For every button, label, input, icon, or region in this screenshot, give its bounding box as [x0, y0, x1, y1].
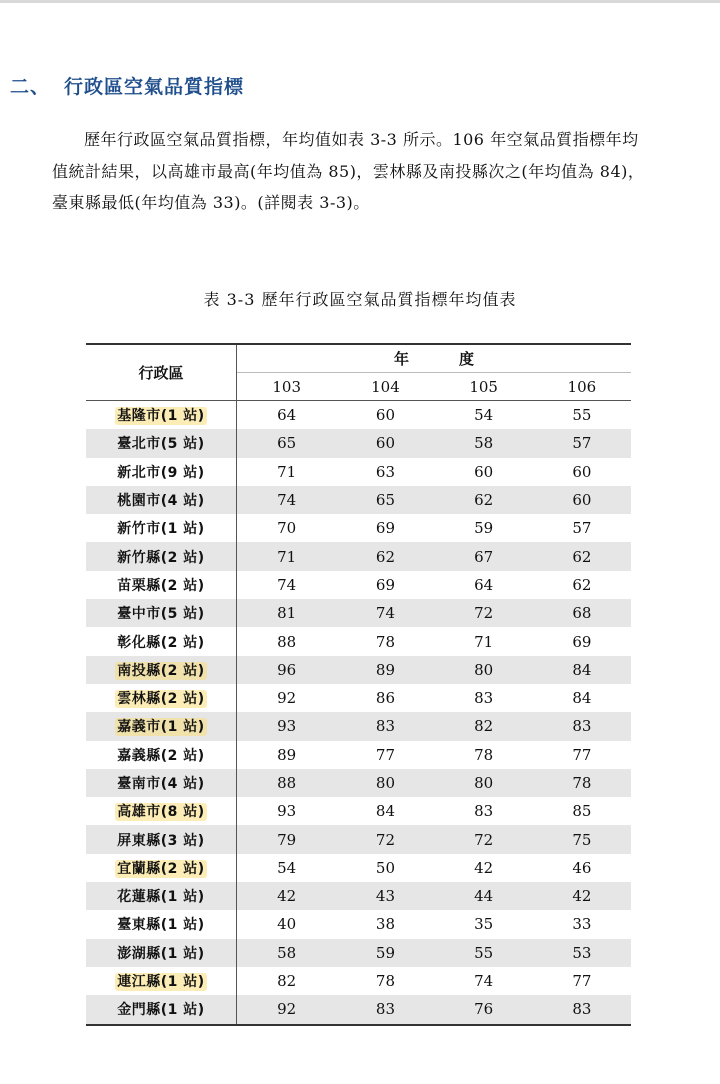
value-cell: 57 [533, 429, 631, 457]
region-label: 宜蘭縣(2 站) [117, 860, 205, 877]
region-cell [86, 542, 237, 570]
region-label: 新竹市(1 站) [117, 521, 205, 538]
value-cell: 60 [533, 486, 631, 514]
value-cell: 40 [277, 915, 297, 934]
section-number: 二、 [10, 76, 51, 98]
value-cell: 88 [277, 632, 297, 651]
section-heading [10, 72, 244, 99]
value-cell: 82 [435, 712, 533, 740]
value-cell: 92 [277, 689, 297, 708]
value-cell: 62 [533, 542, 631, 570]
value-cell: 62 [435, 486, 533, 514]
value-cell: 75 [533, 825, 631, 853]
region-label: 基隆市(1 站) [117, 408, 205, 425]
value-cell: 68 [533, 599, 631, 627]
value-cell: 57 [572, 519, 592, 538]
region-cell [86, 939, 237, 967]
value-cell: 72 [336, 825, 434, 853]
value-cell: 80 [435, 656, 533, 684]
value-cell: 71 [277, 462, 297, 481]
value-cell: 54 [277, 858, 297, 877]
value-cell: 33 [572, 915, 592, 934]
value-cell: 81 [237, 599, 337, 627]
table-row [86, 910, 631, 938]
value-cell: 60 [336, 429, 434, 457]
region-cell [86, 825, 237, 853]
value-cell: 77 [572, 972, 592, 991]
region-cell [86, 741, 237, 769]
region-label: 桃園市(4 站) [117, 493, 205, 510]
value-cell: 74 [237, 486, 337, 514]
value-cell: 46 [572, 858, 592, 877]
value-cell: 84 [533, 656, 631, 684]
year-header: 104 [336, 373, 434, 401]
value-cell: 60 [572, 462, 592, 481]
paragraph-line: 值統計結果，以高雄市最高(年均值為 85)，雲林縣及南投縣次之(年均值為 84)， [52, 161, 645, 181]
value-cell: 89 [336, 656, 434, 684]
value-cell: 42 [533, 882, 631, 910]
value-cell: 65 [336, 486, 434, 514]
value-cell: 78 [533, 769, 631, 797]
value-cell: 42 [237, 882, 337, 910]
region-cell [86, 769, 237, 797]
region-label: 嘉義縣(2 站) [117, 747, 205, 764]
value-cell: 72 [435, 825, 533, 853]
value-cell: 83 [474, 689, 494, 708]
value-cell: 71 [237, 542, 337, 570]
region-cell [86, 401, 237, 430]
value-cell: 78 [375, 972, 395, 991]
table-row [86, 571, 631, 599]
value-cell: 92 [237, 995, 337, 1024]
value-cell: 78 [375, 632, 395, 651]
value-cell: 69 [572, 632, 592, 651]
region-cell [86, 797, 237, 825]
value-cell: 43 [336, 882, 434, 910]
table-row [86, 882, 631, 910]
table-row [86, 967, 631, 995]
value-cell: 71 [474, 632, 494, 651]
region-cell [86, 514, 237, 542]
value-cell: 54 [474, 406, 494, 425]
value-cell: 76 [435, 995, 533, 1024]
region-label: 臺北市(5 站) [117, 436, 205, 453]
region-label: 屏東縣(3 站) [117, 832, 205, 849]
value-cell: 80 [336, 769, 434, 797]
region-label: 高雄市(8 站) [117, 804, 205, 821]
value-cell: 72 [435, 599, 533, 627]
region-cell [86, 995, 237, 1024]
value-cell: 82 [277, 972, 297, 991]
table-row [86, 627, 631, 655]
value-cell: 85 [572, 802, 592, 821]
year-group-header: 年度 [237, 344, 632, 373]
section-title: 行政區空氣品質指標 [64, 76, 245, 98]
value-cell: 53 [533, 939, 631, 967]
region-label: 臺中市(5 站) [117, 606, 205, 623]
value-cell: 59 [336, 939, 434, 967]
value-cell: 80 [435, 769, 533, 797]
region-cell [86, 571, 237, 599]
region-label: 花蓮縣(1 站) [117, 889, 205, 906]
paragraph-line: 歷年行政區空氣品質指標，年均值如表 3-3 所示。106 年空氣品質指標年均 [84, 130, 639, 149]
table-row [86, 741, 631, 769]
value-cell: 69 [375, 575, 395, 594]
region-cell [86, 854, 237, 882]
region-cell [86, 599, 237, 627]
value-cell: 77 [572, 745, 592, 764]
value-cell: 83 [533, 712, 631, 740]
value-cell: 83 [336, 712, 434, 740]
value-cell: 44 [435, 882, 533, 910]
table-row [86, 797, 631, 825]
value-cell: 60 [375, 406, 395, 425]
value-cell: 55 [572, 406, 592, 425]
value-cell: 93 [237, 712, 337, 740]
table-row [86, 514, 631, 542]
region-cell [86, 627, 237, 655]
value-cell: 64 [474, 575, 494, 594]
region-cell [86, 684, 237, 712]
region-cell [86, 458, 237, 486]
value-cell: 62 [572, 575, 592, 594]
value-cell: 63 [375, 462, 395, 481]
table-row [86, 684, 631, 712]
value-cell: 88 [237, 769, 337, 797]
table-row [86, 825, 631, 853]
value-cell: 83 [474, 802, 494, 821]
region-label: 澎湖縣(1 站) [117, 945, 205, 962]
region-label: 嘉義市(1 站) [117, 719, 205, 736]
value-cell: 86 [375, 689, 395, 708]
region-label: 彰化縣(2 站) [117, 634, 205, 651]
table-row [86, 854, 631, 882]
value-cell: 96 [237, 656, 337, 684]
region-label: 臺南市(4 站) [117, 776, 205, 792]
region-label: 金門縣(1 站) [117, 1002, 205, 1019]
value-cell: 84 [375, 802, 395, 821]
region-column-header: 行政區 [86, 344, 237, 401]
value-cell: 74 [474, 972, 494, 991]
table-caption: 表 3-3 歷年行政區空氣品質指標年均值表 [203, 290, 517, 309]
region-cell [86, 656, 237, 684]
value-cell: 70 [277, 519, 297, 538]
table-row [86, 769, 631, 797]
value-cell: 42 [474, 858, 494, 877]
value-cell: 60 [474, 462, 494, 481]
table-row [86, 542, 631, 570]
table-row [86, 995, 631, 1024]
value-cell: 65 [237, 429, 337, 457]
value-cell: 84 [572, 689, 592, 708]
value-cell: 69 [375, 519, 395, 538]
year-header: 106 [533, 373, 631, 401]
region-cell [86, 429, 237, 457]
value-cell: 58 [237, 939, 337, 967]
year-header: 105 [435, 373, 533, 401]
table-row [86, 939, 631, 967]
value-cell: 58 [435, 429, 533, 457]
value-cell: 93 [277, 802, 297, 821]
top-divider [0, 0, 720, 3]
aqi-table [86, 343, 631, 1026]
value-cell: 83 [336, 995, 434, 1024]
value-cell: 59 [474, 519, 494, 538]
table-row [86, 401, 631, 430]
value-cell: 55 [435, 939, 533, 967]
region-label: 苗栗縣(2 站) [117, 577, 205, 594]
table-row [86, 486, 631, 514]
value-cell: 50 [375, 858, 395, 877]
value-cell: 77 [375, 745, 395, 764]
region-label: 新竹縣(2 站) [117, 549, 205, 566]
year-header: 103 [237, 373, 337, 401]
region-label: 雲林縣(2 站) [117, 691, 205, 708]
region-label: 臺東縣(1 站) [117, 917, 205, 934]
value-cell: 74 [336, 599, 434, 627]
value-cell: 74 [277, 575, 297, 594]
region-cell [86, 910, 237, 938]
value-cell: 83 [533, 995, 631, 1024]
value-cell: 62 [336, 542, 434, 570]
paragraph-line: 臺東縣最低(年均值為 33)。(詳閱表 3-3)。 [52, 193, 370, 212]
table-row [86, 712, 631, 740]
summary-paragraph [52, 124, 692, 219]
table-row [86, 599, 631, 627]
value-cell: 78 [474, 745, 494, 764]
region-label: 南投縣(2 站) [117, 662, 205, 679]
region-label: 連江縣(1 站) [117, 974, 205, 991]
value-cell: 79 [237, 825, 337, 853]
value-cell: 38 [375, 915, 395, 934]
table-row [86, 458, 631, 486]
value-cell: 64 [277, 406, 297, 425]
value-cell: 67 [435, 542, 533, 570]
region-label: 新北市(9 站) [117, 464, 205, 481]
region-cell [86, 712, 237, 740]
table-row [86, 656, 631, 684]
value-cell: 35 [474, 915, 494, 934]
region-cell [86, 486, 237, 514]
region-cell [86, 967, 237, 995]
region-cell [86, 882, 237, 910]
table-row [86, 429, 631, 457]
value-cell: 89 [277, 745, 297, 764]
